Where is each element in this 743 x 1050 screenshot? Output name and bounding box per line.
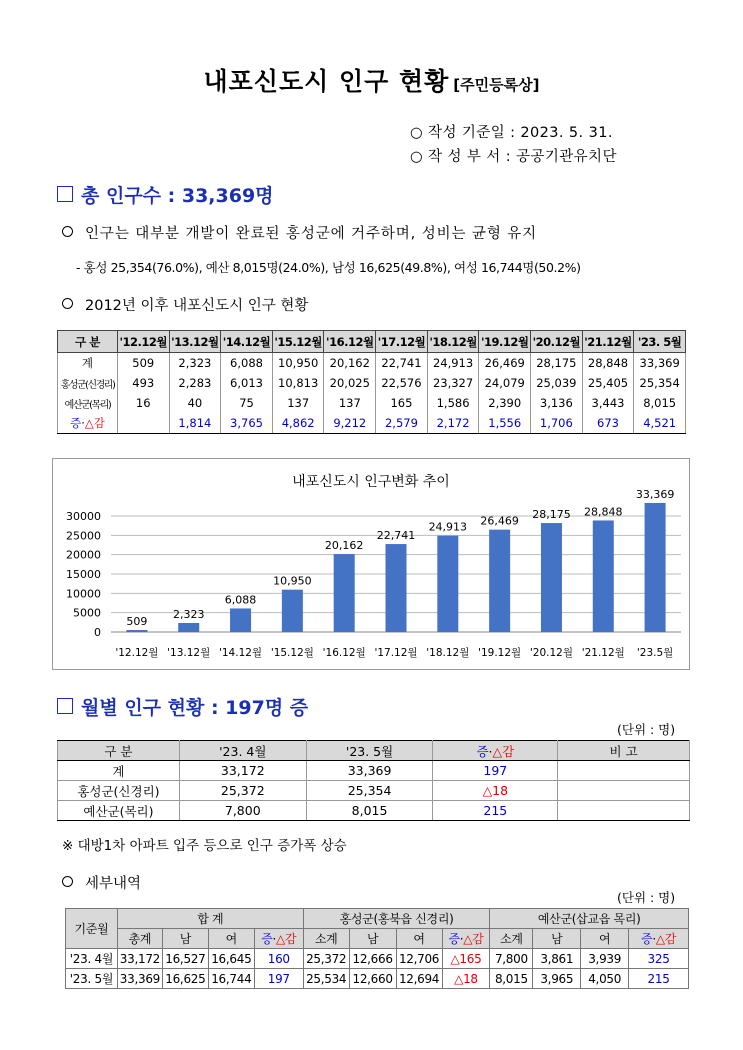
separator: ·	[81, 416, 85, 430]
separator: ·	[272, 932, 277, 946]
x-tick-label: '16.12월	[322, 647, 366, 659]
row-label-change	[58, 413, 118, 434]
header-cell: '12.12월	[117, 331, 169, 353]
table-cell: 12,666	[349, 949, 396, 969]
table-row	[58, 781, 690, 801]
square-bullet-icon	[57, 698, 73, 714]
table-cell: 10,813	[272, 373, 324, 393]
table-cell: 3,965	[533, 969, 581, 989]
header-cell: 구 분	[58, 741, 180, 761]
table-cell: 16,625	[162, 969, 208, 989]
table-cell: 16,744	[208, 969, 254, 989]
chart-bar	[437, 536, 458, 632]
table-cell: 493	[117, 373, 169, 393]
y-tick-label: 20000	[66, 548, 101, 562]
table-cell: 137	[272, 393, 324, 413]
table-header-row	[58, 331, 686, 353]
header-cell: '15.12월	[272, 331, 324, 353]
table-cell: 23,327	[427, 373, 479, 393]
x-tick-label: '23.5월	[636, 647, 674, 659]
header-cell: 구 분	[58, 331, 118, 353]
y-tick-label: 5000	[73, 606, 101, 620]
table-cell: 3,939	[581, 949, 629, 969]
table-cell: 25,039	[531, 373, 583, 393]
chart-bar	[126, 630, 147, 632]
bar-value-label: 20,162	[324, 539, 364, 553]
table-cell: 7,800	[490, 949, 533, 969]
decrease-label: △감	[84, 416, 105, 430]
header-cell: 남	[533, 929, 581, 949]
table-cell: 25,405	[582, 373, 634, 393]
table-cell: 1,814	[169, 413, 221, 434]
header-cell: 예산군(삽교읍 목리)	[490, 909, 689, 929]
table-cell: △165	[442, 949, 490, 969]
unit-label-2: (단위 : 명)	[617, 890, 676, 905]
table-cell: 4,521	[634, 413, 686, 434]
title-sub: [주민등록상]	[453, 76, 540, 94]
header-cell: 비 고	[558, 741, 690, 761]
bar-value-label: 22,741	[376, 529, 416, 543]
table-cell: 10,950	[272, 353, 324, 374]
table-cell: △18	[442, 969, 490, 989]
population-history-table	[57, 330, 686, 434]
table-cell: 4,862	[272, 413, 324, 434]
table-row	[58, 761, 690, 781]
table-cell: △18	[433, 781, 558, 801]
table-cell: 16,527	[162, 949, 208, 969]
x-tick-label: '21.12월	[581, 647, 625, 659]
bullet-3-text: 세부내역	[85, 876, 142, 892]
row-label: '23. 4월	[66, 949, 118, 969]
date-line: ○ 작성 기준일 : 2023. 5. 31.	[410, 125, 613, 141]
circle-bullet-icon	[62, 876, 73, 887]
table-cell: 8,015	[306, 801, 433, 821]
table-cell: 33,369	[634, 353, 686, 374]
x-tick-label: '15.12월	[270, 647, 314, 659]
bullet-1	[62, 222, 537, 243]
chart-svg	[53, 459, 689, 669]
title-main: 내포신도시 인구 현황	[203, 67, 450, 96]
table-cell: 16,645	[208, 949, 254, 969]
header-cell: 남	[349, 929, 396, 949]
table-cell: 33,369	[306, 761, 433, 781]
header-cell: 소계	[490, 929, 533, 949]
chart-bar	[334, 554, 355, 632]
y-tick-label: 0	[94, 626, 101, 639]
table-cell: 8,015	[490, 969, 533, 989]
table-row	[58, 373, 686, 393]
table-cell: 12,660	[349, 969, 396, 989]
chart-grid	[66, 510, 681, 639]
table-cell: 165	[376, 393, 428, 413]
separator: ·	[459, 932, 464, 946]
detail-1: - 홍성 25,354(76.0%), 예산 8,015명(24.0%), 남성 16,625(49.8%), 여성 16,744명(50.2%)	[76, 260, 581, 275]
x-tick-label: '12.12월	[115, 647, 159, 659]
increase-label: 증	[476, 743, 489, 759]
table-cell: 137	[324, 393, 376, 413]
table-cell: 22,741	[376, 353, 428, 374]
table-cell: 3,136	[531, 393, 583, 413]
separator: ·	[652, 932, 656, 946]
table-cell: 25,354	[306, 781, 433, 801]
table-cell: 3,861	[533, 949, 581, 969]
table-cell: 8,015	[634, 393, 686, 413]
chart-bar	[230, 608, 251, 632]
table-cell: 25,372	[179, 781, 306, 801]
bullet-1-text: 인구는 대부분 개발이 완료된 홍성군에 거주하며, 성비는 균형 유지	[85, 226, 538, 242]
row-label: 예산군(목리)	[58, 393, 118, 413]
header-cell: 홍성군(홍북읍 신경리)	[303, 909, 490, 929]
table-header-row	[66, 929, 689, 949]
bar-value-label: 6,088	[224, 593, 257, 607]
section1-heading-text: 총 인구수 : 33,369명	[81, 185, 274, 207]
table-header-row	[58, 741, 690, 761]
monthly-table	[57, 740, 690, 821]
table-cell: 1,706	[531, 413, 583, 434]
header-cell: 합 계	[117, 909, 303, 929]
table-row	[58, 353, 686, 374]
header-cell-change	[254, 929, 303, 949]
chart-bar	[386, 544, 407, 632]
header-cell: '19.12월	[479, 331, 531, 353]
bar-value-label: 24,913	[428, 520, 468, 534]
table-cell: 33,172	[179, 761, 306, 781]
circle-bullet-icon	[62, 298, 73, 309]
table-group-header-row	[66, 909, 689, 929]
table-row	[58, 801, 690, 821]
table-cell: 16	[117, 393, 169, 413]
header-cell-change	[433, 741, 558, 761]
row-label: 계	[58, 761, 180, 781]
x-tick-label: '18.12월	[426, 647, 470, 659]
table-row	[58, 393, 686, 413]
section2-heading-text: 월별 인구 현황 : 197명 증	[81, 697, 309, 719]
dept-line: ○ 작 성 부 서 : 공공기관유치단	[410, 149, 617, 165]
header-cell: 여	[208, 929, 254, 949]
bar-value-label: 2,323	[172, 608, 205, 622]
table-cell: 20,162	[324, 353, 376, 374]
table-cell: 2,390	[479, 393, 531, 413]
table-cell	[558, 761, 690, 781]
table-cell: 325	[629, 949, 689, 969]
y-tick-label: 15000	[66, 568, 101, 581]
table-cell: 33,172	[117, 949, 162, 969]
header-cell: '13.12월	[169, 331, 221, 353]
bar-value-label: 26,469	[480, 514, 519, 528]
table-cell: 26,469	[479, 353, 531, 374]
table-cell: 2,283	[169, 373, 221, 393]
chart-bar	[489, 530, 510, 632]
row-label: 홍성군(신경리)	[58, 373, 118, 393]
table-cell: 12,706	[396, 949, 442, 969]
table-cell: 25,372	[303, 949, 349, 969]
bullet-3	[62, 872, 141, 893]
table-cell	[117, 413, 169, 434]
table-cell: 3,765	[221, 413, 273, 434]
header-cell: '18.12월	[427, 331, 479, 353]
increase-label: 증	[641, 932, 653, 946]
table-cell: 1,556	[479, 413, 531, 434]
table-cell: 160	[254, 949, 303, 969]
population-chart	[52, 458, 690, 670]
decrease-label: △감	[492, 743, 515, 759]
section2-heading	[57, 693, 308, 720]
x-tick-label: '14.12월	[218, 647, 263, 659]
chart-title: 내포신도시 인구변화 추이	[292, 474, 450, 490]
header-cell: 여	[581, 929, 629, 949]
header-cell: '17.12월	[376, 331, 428, 353]
increase-label: 증	[70, 416, 82, 430]
chart-bar	[541, 523, 562, 632]
chart-bar	[645, 503, 666, 632]
decrease-label: △감	[276, 932, 297, 946]
chart-bar	[593, 520, 614, 632]
header-cell: 기준월	[66, 909, 118, 949]
table-cell: 4,050	[581, 969, 629, 989]
header-cell-change	[629, 929, 689, 949]
chart-bar	[282, 590, 303, 632]
row-label: '23. 5월	[66, 969, 118, 989]
table-cell: 6,013	[221, 373, 273, 393]
table-cell: 40	[169, 393, 221, 413]
table-cell: 24,079	[479, 373, 531, 393]
increase-label: 증	[448, 932, 460, 946]
table-cell: 28,175	[531, 353, 583, 374]
table-row	[66, 969, 689, 989]
bar-value-label: 28,848	[584, 505, 623, 519]
table-cell: 6,088	[221, 353, 273, 374]
table-cell: 28,848	[582, 353, 634, 374]
chart-bar	[178, 623, 199, 632]
x-tick-label: '19.12월	[478, 647, 522, 659]
circle-bullet-icon	[62, 226, 73, 237]
y-tick-label: 30000	[66, 510, 101, 523]
table-cell: 1,586	[427, 393, 479, 413]
table-row	[66, 949, 689, 969]
header-cell: '23. 4월	[179, 741, 306, 761]
bar-value-label: 509	[126, 615, 148, 629]
table-cell: 20,025	[324, 373, 376, 393]
header-cell: 남	[162, 929, 208, 949]
table-cell: 673	[582, 413, 634, 434]
table-cell	[558, 801, 690, 821]
header-cell: 여	[396, 929, 442, 949]
header-cell: '23. 5월	[634, 331, 686, 353]
header-cell: '21.12월	[582, 331, 634, 353]
table-cell: 215	[629, 969, 689, 989]
note: ※ 대방1차 아파트 입주 등으로 인구 증가폭 상승	[62, 838, 347, 854]
header-cell-change	[442, 929, 490, 949]
table-cell: 75	[221, 393, 273, 413]
unit-label: (단위 : 명)	[617, 722, 676, 737]
square-bullet-icon	[57, 186, 73, 202]
bar-value-label: 33,369	[635, 487, 675, 501]
separator: ·	[488, 743, 493, 759]
table-cell: 22,576	[376, 373, 428, 393]
section1-heading	[57, 181, 274, 208]
decrease-label: △감	[655, 932, 677, 946]
x-tick-label: '20.12월	[529, 647, 574, 659]
header-cell: '14.12월	[221, 331, 273, 353]
x-tick-label: '13.12월	[167, 647, 211, 659]
header-cell: '23. 5월	[306, 741, 433, 761]
table-cell: 2,323	[169, 353, 221, 374]
chart-bars	[115, 488, 674, 659]
header-cell: '16.12월	[324, 331, 376, 353]
decrease-label: △감	[463, 932, 484, 946]
table-cell: 509	[117, 353, 169, 374]
table-cell: 24,913	[427, 353, 479, 374]
table-cell: 3,443	[582, 393, 634, 413]
detail-table	[65, 908, 689, 989]
page-title	[0, 62, 743, 98]
table-cell: 25,354	[634, 373, 686, 393]
table-cell: 33,369	[117, 969, 162, 989]
header-cell: '20.12월	[531, 331, 583, 353]
table-cell	[558, 781, 690, 801]
y-tick-label: 25000	[66, 529, 101, 543]
table-cell: 2,172	[427, 413, 479, 434]
bar-value-label: 10,950	[273, 574, 312, 588]
row-label: 계	[58, 353, 118, 374]
table-cell: 7,800	[179, 801, 306, 821]
table-cell: 197	[433, 761, 558, 781]
table-cell: 9,212	[324, 413, 376, 434]
header-cell: 총계	[117, 929, 162, 949]
increase-label: 증	[261, 932, 273, 946]
bullet-2-text: 2012년 이후 내포신도시 인구 현황	[85, 298, 309, 314]
x-tick-label: '17.12월	[374, 647, 418, 659]
row-label: 홍성군(신경리)	[58, 781, 180, 801]
table-cell: 12,694	[396, 969, 442, 989]
bar-value-label: 28,175	[532, 508, 571, 522]
row-label: 예산군(목리)	[58, 801, 180, 821]
table-cell: 2,579	[376, 413, 428, 434]
y-tick-label: 10000	[66, 587, 101, 601]
table-cell: 25,534	[303, 969, 349, 989]
header-cell: 소계	[303, 929, 349, 949]
table-row-change	[58, 413, 686, 434]
bullet-2	[62, 294, 308, 315]
table-cell: 197	[254, 969, 303, 989]
table-cell: 215	[433, 801, 558, 821]
